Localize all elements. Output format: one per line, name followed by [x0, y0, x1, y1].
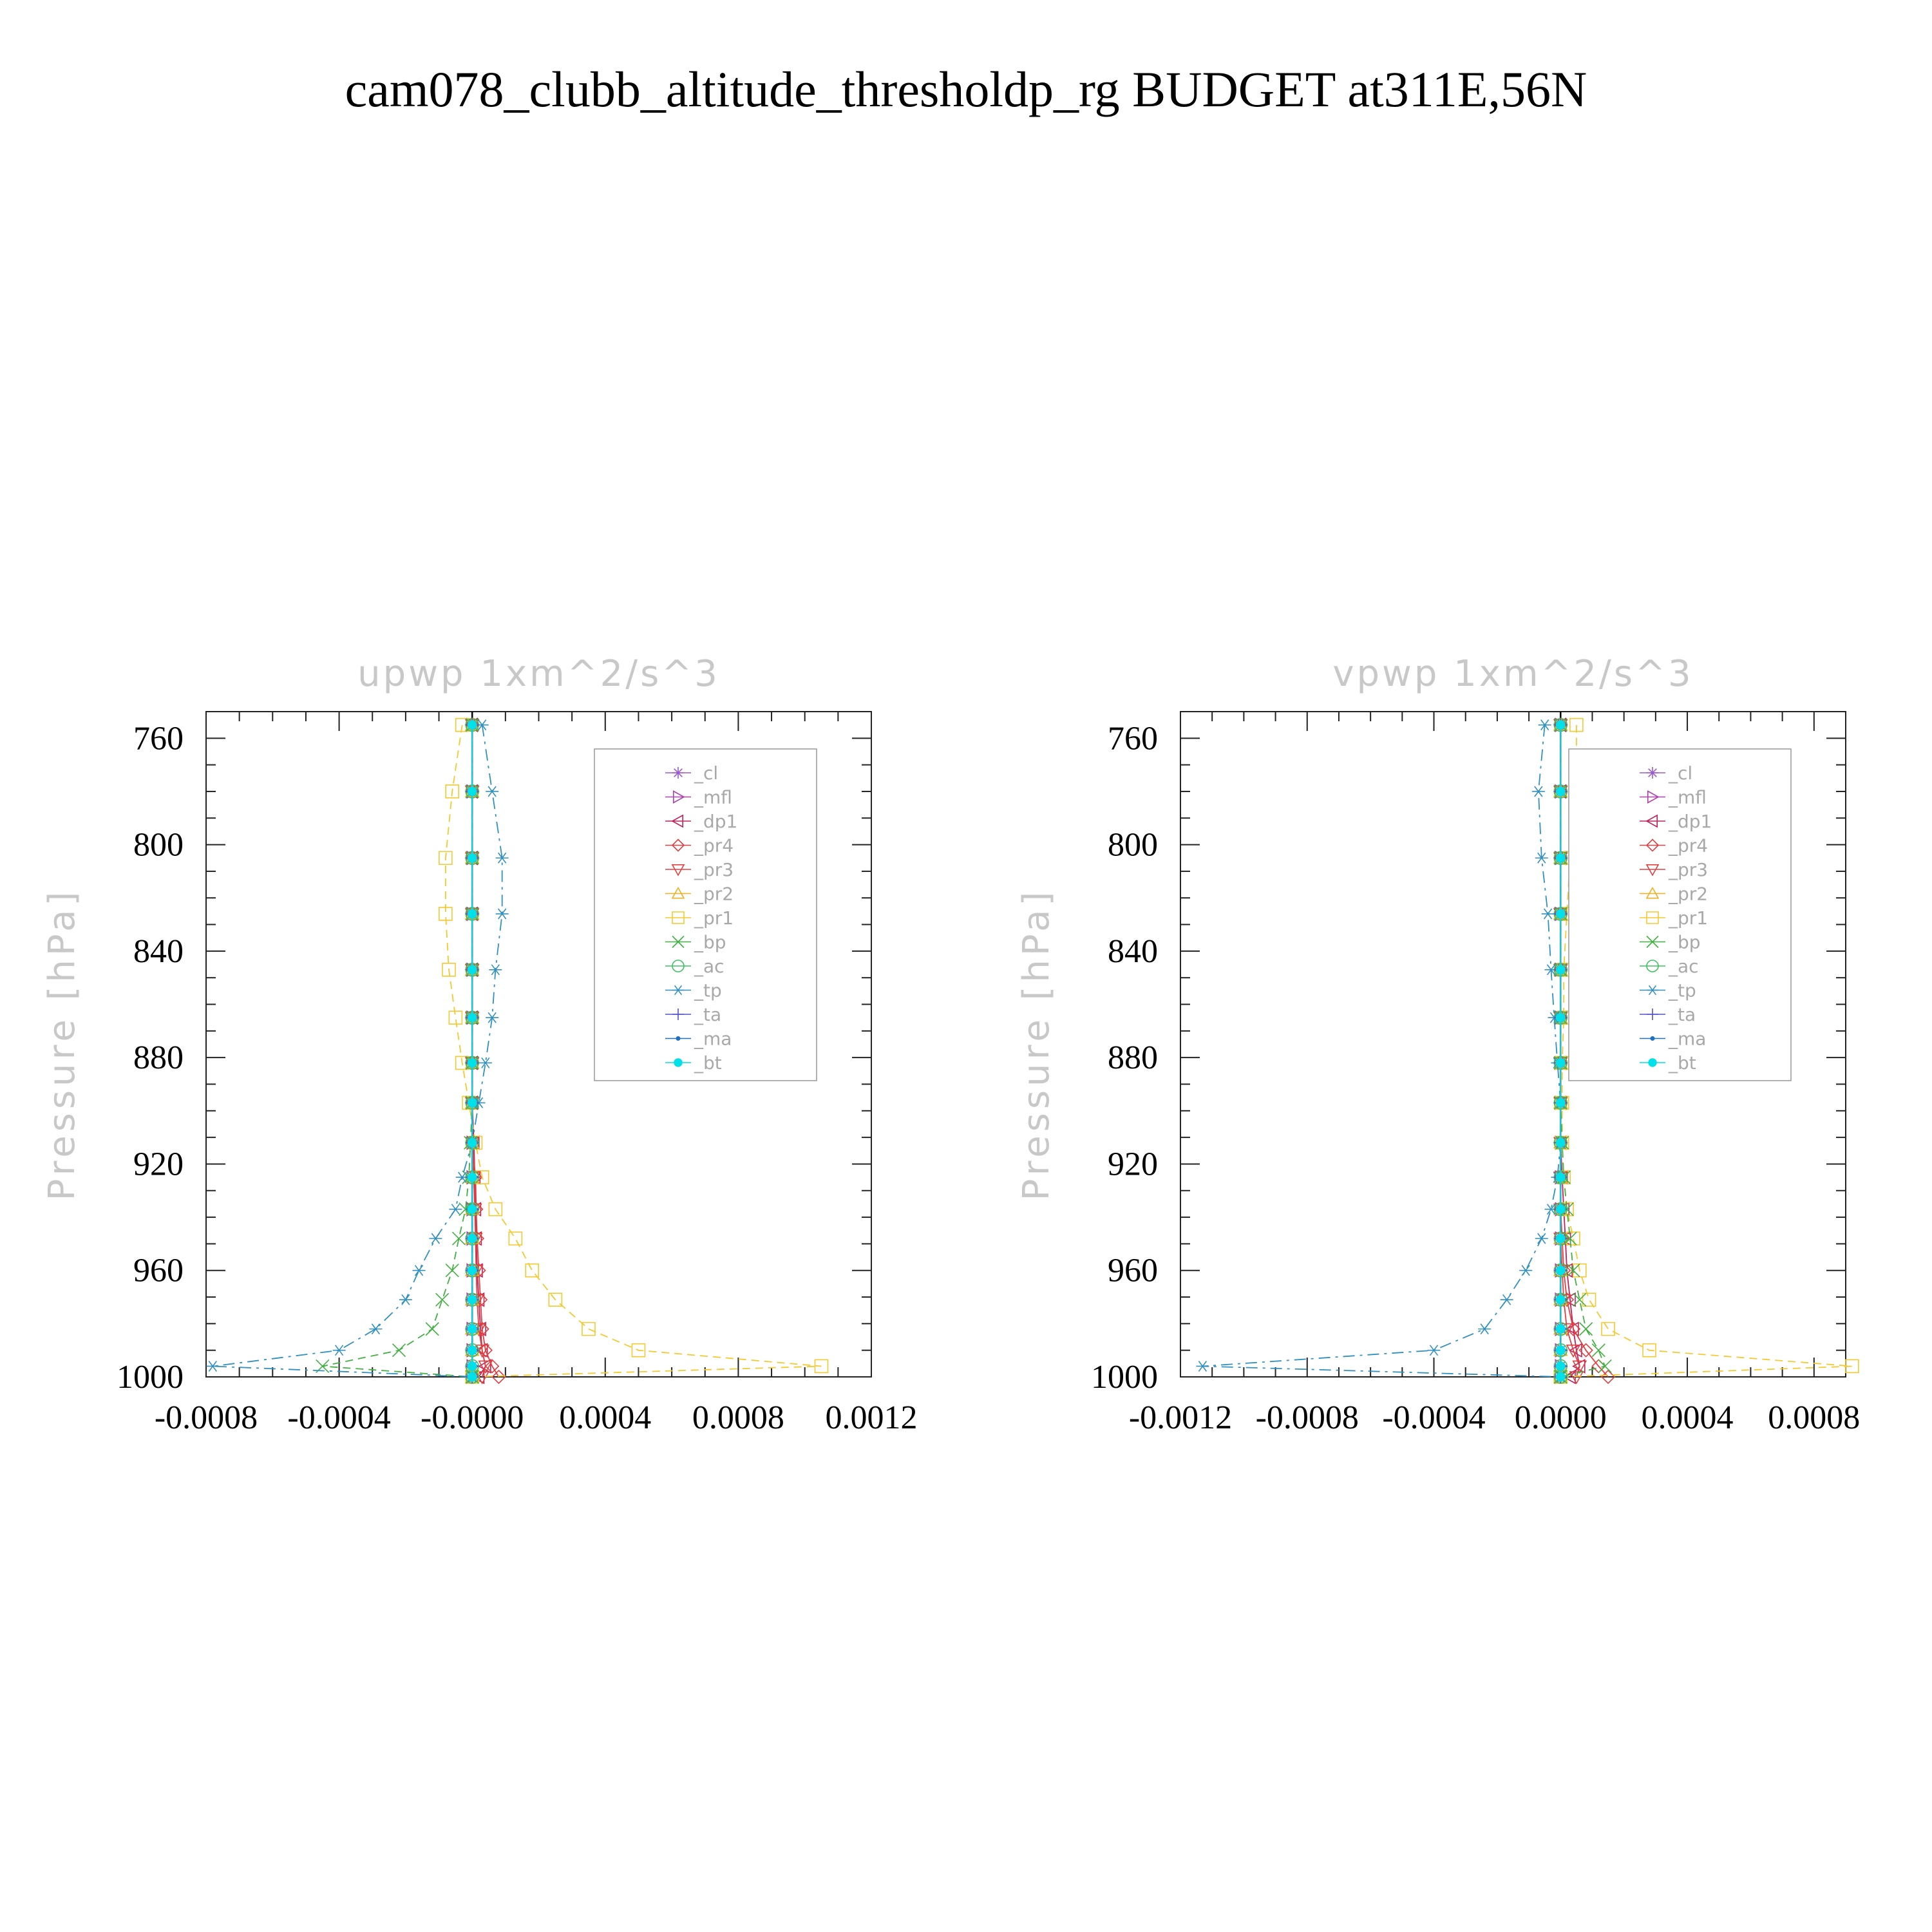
- data-point: [1602, 1323, 1615, 1336]
- x-tick-label: -0.0004: [287, 1399, 391, 1436]
- legend-label: _pr2: [1669, 883, 1709, 905]
- legend-label: _tp: [694, 980, 722, 1001]
- data-point: [468, 853, 477, 863]
- legend-label: _pr2: [694, 883, 734, 905]
- data-point: [1556, 720, 1566, 730]
- data-point: [429, 1233, 442, 1244]
- legend-label: _ta: [1669, 1004, 1696, 1025]
- data-point: [446, 1264, 459, 1277]
- data-point: [1542, 909, 1555, 919]
- data-point: [468, 1324, 477, 1334]
- legend-label: _ac: [1669, 956, 1699, 977]
- y-tick-label: 960: [133, 1252, 184, 1289]
- data-point: [393, 1344, 406, 1357]
- y-tick-label: 840: [133, 933, 184, 970]
- legend-label: _pr3: [694, 859, 734, 880]
- data-point: [1532, 786, 1545, 797]
- legend-swatch-marker: [1651, 1037, 1654, 1040]
- x-tick-label: 0.0004: [559, 1399, 652, 1436]
- legend-label: _pr3: [1669, 859, 1709, 880]
- legend-label: _ac: [694, 956, 724, 977]
- data-point: [206, 1361, 219, 1371]
- y-axis-label: Pressure [hPa]: [1016, 887, 1057, 1201]
- x-tick-label: -0.0008: [1255, 1399, 1359, 1436]
- data-point: [449, 1011, 462, 1024]
- legend-label: _ma: [1669, 1028, 1707, 1050]
- legend-swatch-marker: [672, 767, 684, 779]
- series-tp: [1196, 720, 1567, 1382]
- x-tick-label: 0.0008: [692, 1399, 784, 1436]
- data-point: [468, 1361, 477, 1371]
- data-point: [1556, 1098, 1566, 1108]
- x-tick-label: 0.0004: [1641, 1399, 1734, 1436]
- legend-label: _bp: [1669, 931, 1701, 953]
- data-point: [468, 1138, 477, 1148]
- data-point: [1556, 786, 1566, 796]
- data-point: [1580, 1323, 1593, 1336]
- legend-label: _pr4: [1669, 835, 1709, 857]
- data-point: [1556, 1324, 1566, 1334]
- legend-swatch-marker: [676, 1037, 679, 1040]
- data-point: [1556, 853, 1566, 863]
- series-tp: [206, 720, 508, 1382]
- legend-label: _ma: [694, 1028, 732, 1050]
- data-point: [1556, 909, 1566, 919]
- data-point: [468, 1058, 477, 1068]
- data-point: [1556, 1204, 1566, 1214]
- legend-label: _bt: [1669, 1052, 1696, 1074]
- panel-title: vpwp 1xm^2/s^3: [1332, 653, 1694, 695]
- upwp-panel: [41, 653, 918, 1436]
- figure-title: cam078_clubb_altitude_thresholdp_rg BUDGET at311E,56N: [345, 61, 1587, 117]
- vpwp-panel: [1016, 653, 1860, 1436]
- data-point: [1592, 1344, 1605, 1357]
- y-tick-label: 920: [133, 1146, 184, 1183]
- data-point: [1556, 1265, 1566, 1275]
- data-point: [413, 1265, 426, 1276]
- data-point: [486, 786, 498, 797]
- data-point: [453, 1232, 466, 1245]
- data-point: [1556, 1345, 1566, 1355]
- x-tick-label: 0.0012: [825, 1399, 918, 1436]
- data-point: [1428, 1345, 1441, 1356]
- data-point: [1556, 1234, 1566, 1244]
- data-point: [468, 1013, 477, 1023]
- legend-label: _pr4: [694, 835, 734, 857]
- data-point: [1501, 1294, 1513, 1305]
- data-point: [333, 1345, 346, 1356]
- data-point: [496, 909, 509, 919]
- y-tick-label: 760: [133, 720, 184, 757]
- data-point: [468, 720, 477, 730]
- x-tick-label: -0.0012: [1128, 1399, 1233, 1436]
- data-point: [426, 1323, 439, 1336]
- series-line: [323, 725, 472, 1377]
- y-tick-label: 920: [1108, 1146, 1158, 1183]
- data-point: [369, 1324, 382, 1334]
- data-point: [399, 1294, 412, 1305]
- data-point: [468, 965, 477, 974]
- data-point: [1556, 1013, 1566, 1023]
- series-pr3: [466, 720, 492, 1383]
- legend-label: _dp1: [1669, 811, 1712, 832]
- y-tick-label: 960: [1108, 1252, 1158, 1289]
- data-point: [1556, 1361, 1566, 1371]
- data-point: [1556, 1138, 1566, 1148]
- y-tick-label: 800: [1108, 826, 1158, 864]
- data-point: [1535, 1233, 1548, 1244]
- y-tick-label: 1000: [117, 1359, 184, 1396]
- legend-label: _cl: [1669, 762, 1693, 784]
- data-point: [1478, 1324, 1491, 1334]
- data-point: [468, 1265, 477, 1275]
- legend-label: _pr1: [1669, 907, 1709, 929]
- y-tick-label: 880: [1108, 1039, 1158, 1077]
- legend-label: _cl: [694, 762, 719, 784]
- data-point: [468, 1204, 477, 1214]
- y-tick-label: 880: [133, 1039, 184, 1077]
- x-tick-label: -0.0004: [1382, 1399, 1486, 1436]
- y-tick-label: 1000: [1091, 1359, 1158, 1396]
- data-point: [1196, 1361, 1209, 1371]
- series-bp: [316, 719, 478, 1383]
- y-axis-label: Pressure [hPa]: [41, 887, 83, 1201]
- data-point: [1598, 1359, 1611, 1372]
- x-tick-label: -0.0000: [421, 1399, 524, 1436]
- data-point: [468, 1234, 477, 1244]
- data-point: [468, 1295, 477, 1305]
- data-point: [1556, 965, 1566, 974]
- data-point: [449, 1204, 462, 1215]
- legend-label: _dp1: [694, 811, 738, 832]
- legend-label: _bt: [694, 1052, 722, 1074]
- legend-label: _ta: [694, 1004, 722, 1025]
- data-point: [436, 1293, 449, 1306]
- y-tick-label: 800: [133, 826, 184, 864]
- data-point: [1556, 1372, 1566, 1382]
- legend: [594, 749, 817, 1081]
- data-point: [468, 1345, 477, 1355]
- legend-label: _mfl: [694, 786, 732, 808]
- data-point: [509, 1232, 522, 1245]
- legend-swatch-marker: [1647, 767, 1658, 779]
- legend-swatch-marker: [1648, 1058, 1657, 1067]
- data-point: [526, 1264, 538, 1277]
- data-point: [1556, 1058, 1566, 1068]
- data-point: [1519, 1265, 1532, 1276]
- x-tick-label: -0.0008: [154, 1399, 258, 1436]
- legend: [1569, 749, 1791, 1081]
- legend-swatch-marker: [674, 1058, 683, 1067]
- series-bt: [468, 720, 477, 1381]
- legend-label: _tp: [1669, 980, 1696, 1001]
- data-point: [1556, 1295, 1566, 1305]
- x-tick-label: 0.0008: [1768, 1399, 1861, 1436]
- series-line: [1202, 725, 1560, 1377]
- panel-title: upwp 1xm^2/s^3: [357, 653, 720, 695]
- data-point: [468, 786, 477, 796]
- series-bt: [1556, 720, 1566, 1381]
- data-point: [468, 1098, 477, 1108]
- y-tick-label: 840: [1108, 933, 1158, 970]
- legend-label: _pr1: [694, 907, 734, 929]
- y-tick-label: 760: [1108, 720, 1158, 757]
- x-tick-label: 0.0000: [1514, 1399, 1607, 1436]
- data-point: [1556, 1173, 1566, 1182]
- legend-label: _mfl: [1669, 786, 1707, 808]
- data-point: [468, 1173, 477, 1182]
- data-point: [468, 909, 477, 919]
- data-point: [468, 1372, 477, 1382]
- series-line: [213, 725, 502, 1377]
- legend-label: _bp: [694, 931, 726, 953]
